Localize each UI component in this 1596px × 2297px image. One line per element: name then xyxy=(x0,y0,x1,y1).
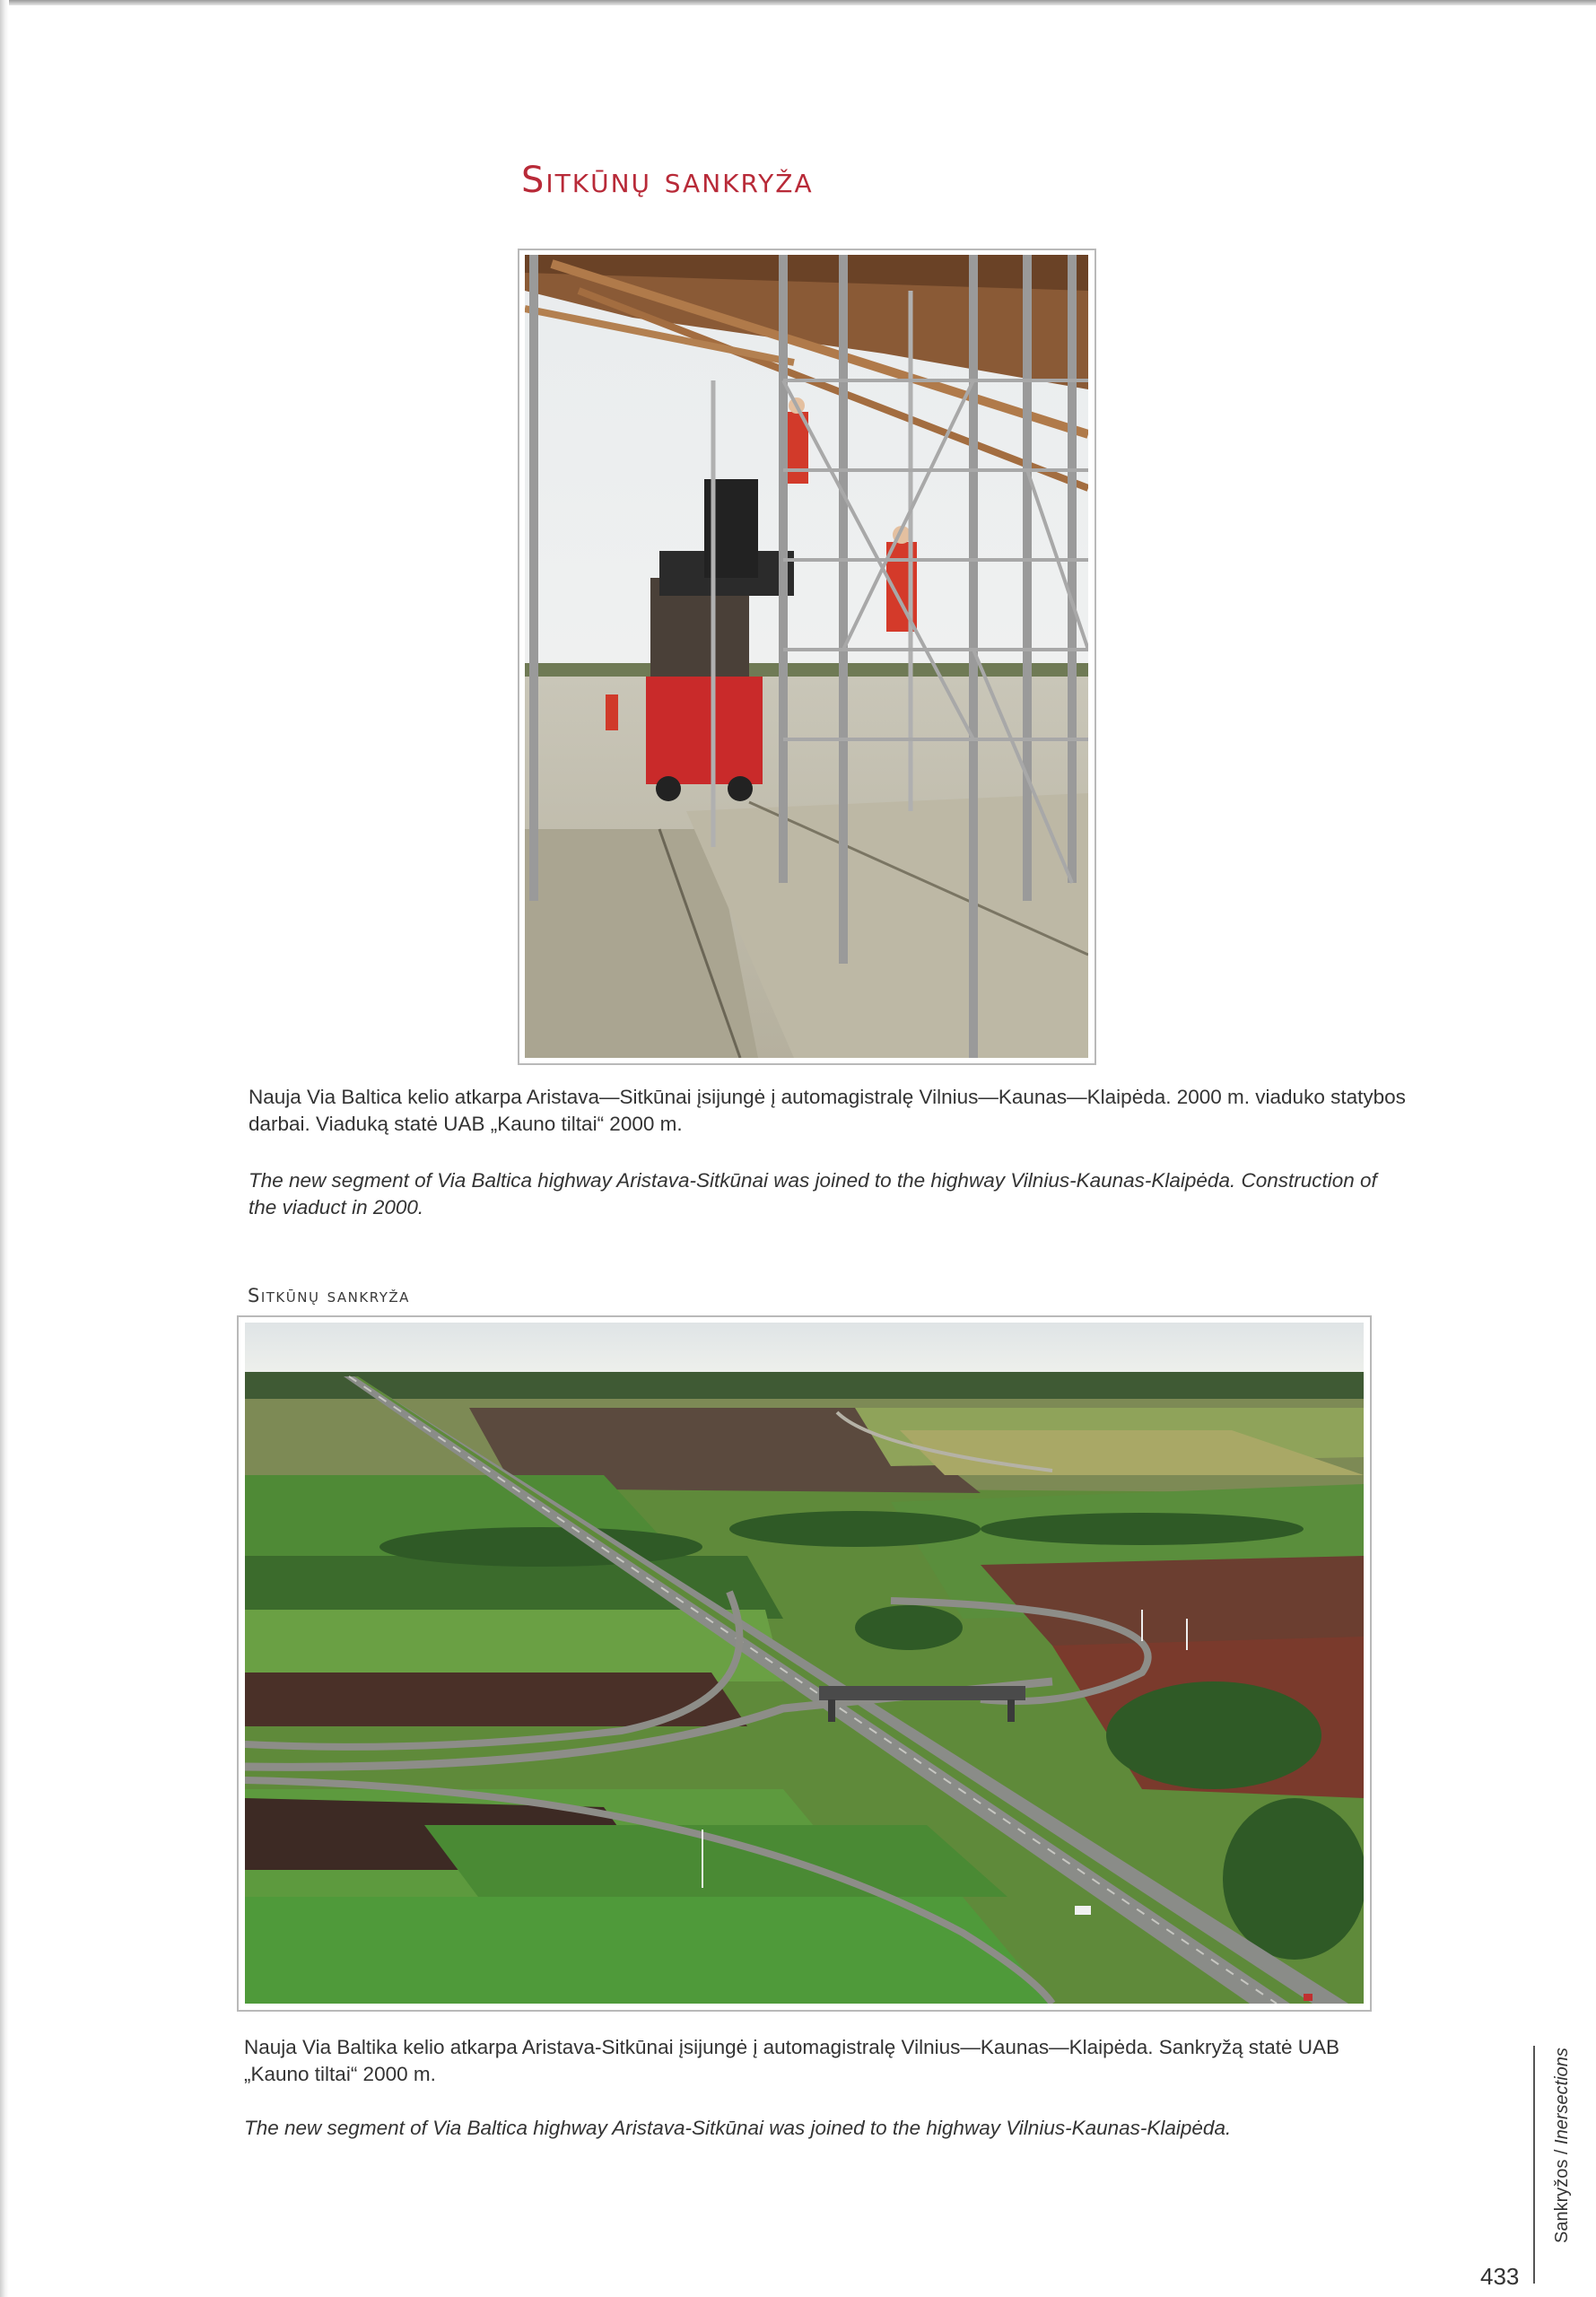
side-divider xyxy=(1533,2046,1535,2284)
caption-lt-construction: Nauja Via Baltica kelio atkarpa Aristava—Sitkūnai įsijungė į automagistralę Vilnius—Kaunas—Klaipėda. 2000 m. viaduko statybos darbai. Viaduką statė UAB „Kauno tiltai“ 2000 m. xyxy=(249,1086,1406,1135)
caption-lt-aerial: Nauja Via Baltika kelio atkarpa Aristava-Sitkūnai įsijungė į automagistralę Vilnius—Kaunas—Klaipėda. Sankryžą statė UAB „Kauno tiltai“ 2000 m. xyxy=(244,2036,1340,2085)
side-label-separator: / xyxy=(1552,2144,1572,2160)
aerial-photo xyxy=(245,1323,1364,2004)
side-label-lt: Sankryžos xyxy=(1552,2159,1572,2243)
page-number: 433 xyxy=(1480,2263,1520,2290)
caption-en-aerial: The new segment of Via Baltica highway Aristava-Sitkūnai was joined to the highway Vilnius-Kaunas-Klaipėda. xyxy=(244,2117,1232,2139)
construction-scaffolding-image xyxy=(525,255,1088,1058)
construction-photo xyxy=(525,255,1088,1058)
page-title: Sitkūnų sankryža xyxy=(521,160,814,201)
caption-en-construction: The new segment of Via Baltica highway Aristava-Sitkūnai was joined to the highway Vilnius-Kaunas-Klaipėda. Construction of the viaduct in 2000. xyxy=(249,1169,1377,1218)
page-left-edge xyxy=(0,0,9,2297)
section-side-label xyxy=(1552,2048,1573,2243)
page-top-edge xyxy=(0,0,1596,5)
section-subtitle: Sitkūnų sankryža xyxy=(248,1285,410,1306)
side-label-en: Inersections xyxy=(1552,2048,1572,2144)
aerial-interchange-image xyxy=(245,1323,1364,2004)
